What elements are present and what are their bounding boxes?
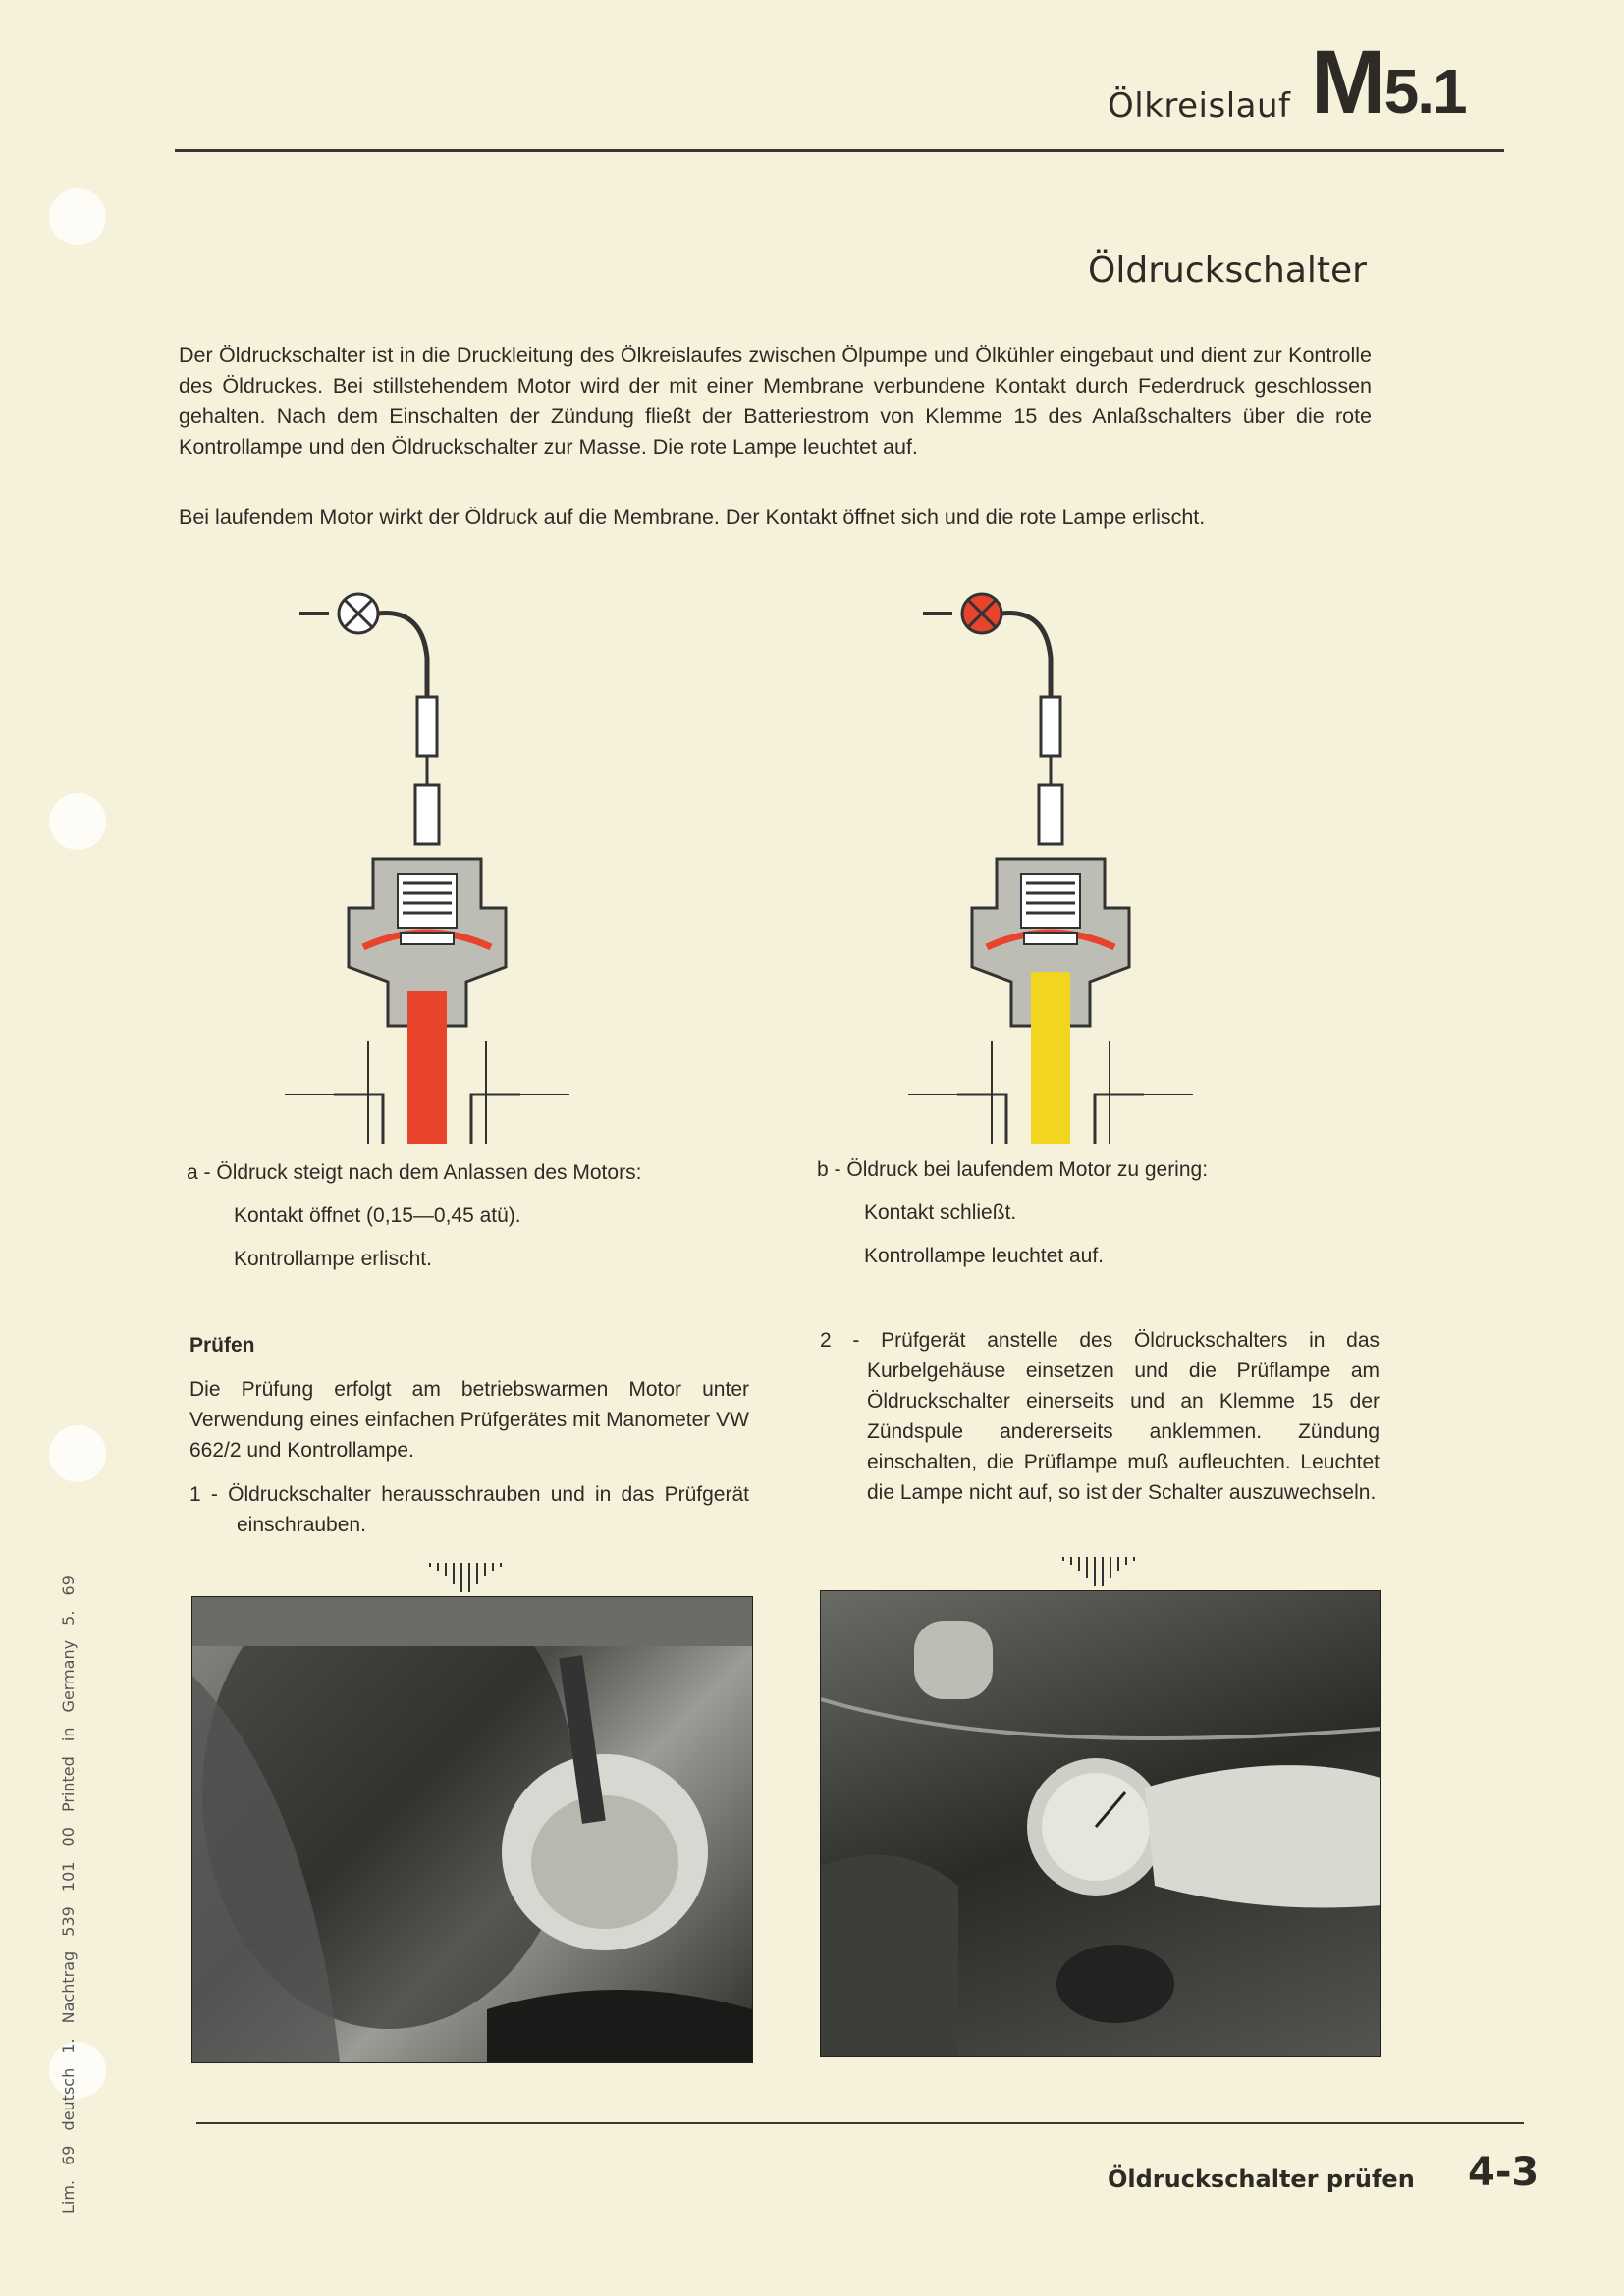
header-rule [175, 149, 1504, 152]
diagram-b [908, 579, 1281, 1144]
intro-paragraph: Der Öldruckschalter ist in die Druckleitung des Ölkreislaufes zwischen Ölpumpe und Ölkühler eingebaut und dient zur Kontrolle des Öldruckes. Bei stillstehendem Motor wird der mit einer Membrane verbundene Kontakt durch Federdruck geschlossen gehalten. Nach dem Einschalten der Zündung fließt der Batteriestrom von Klemme 15 des Anlaßschalters über die rote Kontrollampe und den Öldruckschalter zur Masse. Die rote Lampe leuchtet auf. [179, 344, 1372, 458]
caption-b-label: b - [817, 1158, 841, 1181]
caption-b-title: Öldruck bei laufendem Motor zu gering: [846, 1158, 1209, 1181]
caption-a-line: Kontakt öffnet (0,15—0,45 atü). [234, 1204, 521, 1227]
section-code-letter: M [1311, 32, 1384, 133]
section-code-number: 5.1 [1383, 56, 1466, 127]
caption-b [817, 1148, 1208, 1278]
caption-a-title: Öldruck steigt nach dem Anlassen des Motors: [216, 1161, 642, 1184]
punch-hole [49, 793, 106, 850]
photo-tester-installed [820, 1590, 1381, 2057]
test-left-column [189, 1330, 749, 1540]
intro-paragraph-2: Bei laufendem Motor wirkt der Öldruck auf die Membrane. Der Kontakt öffnet sich und die rote Lampe erlischt. [179, 506, 1206, 529]
caption-a [187, 1151, 641, 1281]
caption-a-line: Kontrollampe erlischt. [234, 1248, 432, 1270]
arrow-down-icon [422, 1559, 511, 1598]
footer-rule [196, 2122, 1524, 2124]
test-intro: Die Prüfung erfolgt am betriebswarmen Motor unter Verwendung eines einfachen Prüfgerätes mit Manometer VW 662/2 und Kontrollampe. [189, 1378, 749, 1462]
diagram-a [285, 579, 658, 1144]
switch-diagram-a [285, 594, 569, 1144]
section-code [1311, 31, 1466, 134]
section-title: Ölkreislauf [1108, 86, 1291, 126]
page-title: Öldruckschalter [1088, 250, 1367, 291]
punch-hole [49, 2042, 106, 2099]
arrow-down-icon [1056, 1553, 1144, 1592]
punch-hole [49, 1425, 106, 1482]
test-step-2: 2 - Prüfgerät anstelle des Öldruckschalters in das Kurbelgehäuse einsetzen und die Prüflampe am Öldruckschalter einerseits und an Klemme 15 der Zündspule andererseits anklemmen. Zündung einschalten, die Prüflampe muß aufleuchten. Leuchtet die Lampe nicht auf, so ist der Schalter auszuwechseln. [820, 1329, 1380, 1504]
print-note: Lim. 69 deutsch 1. Nachtrag 539 101 00 Printed in Germany 5. 69 [59, 1575, 78, 2214]
caption-b-line: Kontrollampe leuchtet auf. [864, 1245, 1104, 1267]
punch-hole [49, 188, 106, 245]
caption-a-label: a - [187, 1161, 211, 1184]
test-heading: Prüfen [189, 1334, 255, 1357]
photo-switch-in-tester [191, 1596, 753, 2063]
test-right-column [820, 1325, 1380, 1508]
footer-title: Öldruckschalter prüfen [1108, 2165, 1415, 2193]
switch-diagram-b [908, 594, 1193, 1144]
page-number: 4-3 [1468, 2150, 1540, 2195]
caption-b-line: Kontakt schließt. [864, 1201, 1017, 1224]
test-step-1: 1 - Öldruckschalter herausschrauben und in das Prüfgerät einschrauben. [189, 1483, 749, 1536]
